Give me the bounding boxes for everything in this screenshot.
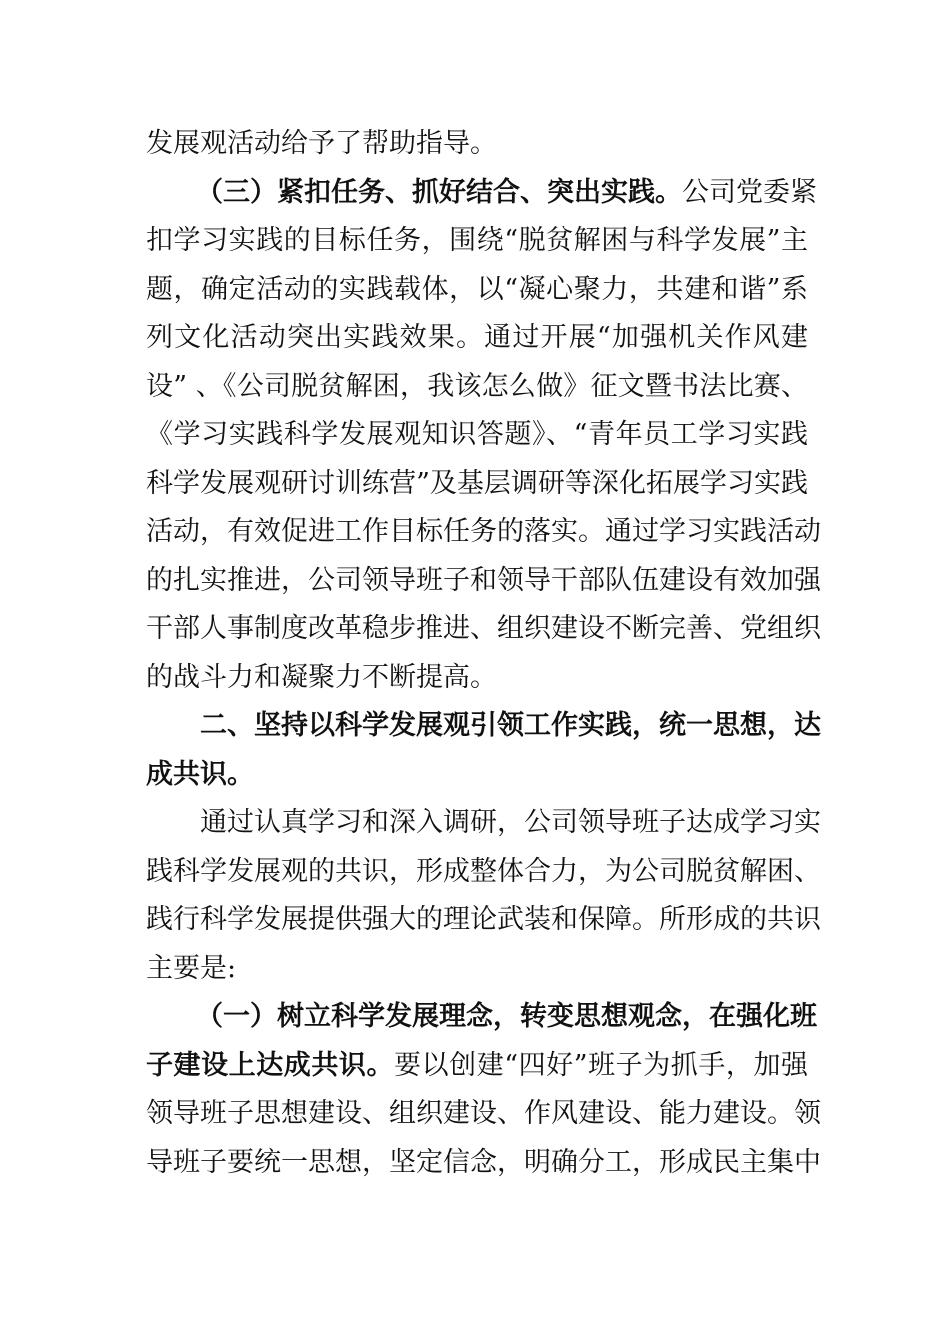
paragraph-line: 导班子要统一思想，坚定信念，明确分工，形成民主集中	[146, 1146, 821, 1178]
section-heading: 成共识。	[146, 758, 254, 790]
paragraph-line: 题，确定活动的实践载体，以“凝心聚力，共建和谐”系	[146, 273, 808, 305]
document-page	[146, 120, 821, 1187]
paragraph-line: 设” 、《公司脱贫解困，我该怎么做》征文暨书法比赛、	[146, 370, 808, 402]
paragraph-line: 活动，有效促进工作目标任务的落实。通过学习实践活动	[146, 516, 821, 547]
paragraph-line: 践行科学发展提供强大的理论武装和保障。所形成的共识	[146, 904, 821, 935]
paragraph-line: 通过认真学习和深入调研，公司领导班子达成学习实	[200, 807, 821, 838]
subsection-heading-tail: 子建设上达成共识。	[146, 1049, 395, 1081]
paragraph-line: 列文化活动突出实践效果。通过开展“加强机关作风建	[146, 322, 808, 353]
paragraph-line: 的战斗力和凝聚力不断提高。	[146, 661, 497, 693]
paragraph-text: 公司党委紧	[682, 176, 817, 208]
paragraph-line: 领导班子思想建设、组织建设、作风建设、能力建设。领	[146, 1098, 821, 1129]
paragraph-line	[146, 1042, 808, 1091]
paragraph-line: 科学发展观研讨训练营”及基层调研等深化拓展学习实践	[146, 467, 808, 499]
paragraph-text: 发展观活动给予了帮助指导。	[146, 128, 497, 159]
paragraph-line: 主要是:	[146, 952, 237, 984]
paragraph-line: 的扎实推进，公司领导班子和领导干部队伍建设有效加强	[146, 564, 821, 596]
paragraph-line: 《学习实践科学发展观知识答题》、“青年员工学习实践	[146, 419, 808, 450]
section-heading-inline: （三）紧扣任务、抓好结合、突出实践。	[196, 176, 682, 208]
paragraph-line: 践科学发展观的共识，形成整体合力，为公司脱贫解困、	[146, 855, 821, 887]
paragraph-text: 要以创建“四好”班子为抓手，加强	[394, 1049, 809, 1081]
paragraph-line	[146, 169, 817, 218]
paragraph-line: 扣学习实践的目标任务，围绕“脱贫解困与科学发展”主	[146, 225, 808, 256]
subsection-heading: （一）树立科学发展理念，转变思想观念，在强化班	[196, 1001, 817, 1032]
paragraph-line: 干部人事制度改革稳步推进、组织建设不断完善、党组织	[146, 613, 821, 644]
paragraph-line	[146, 120, 808, 169]
section-heading: 二、坚持以科学发展观引领工作实践，统一思想，达	[200, 710, 821, 741]
